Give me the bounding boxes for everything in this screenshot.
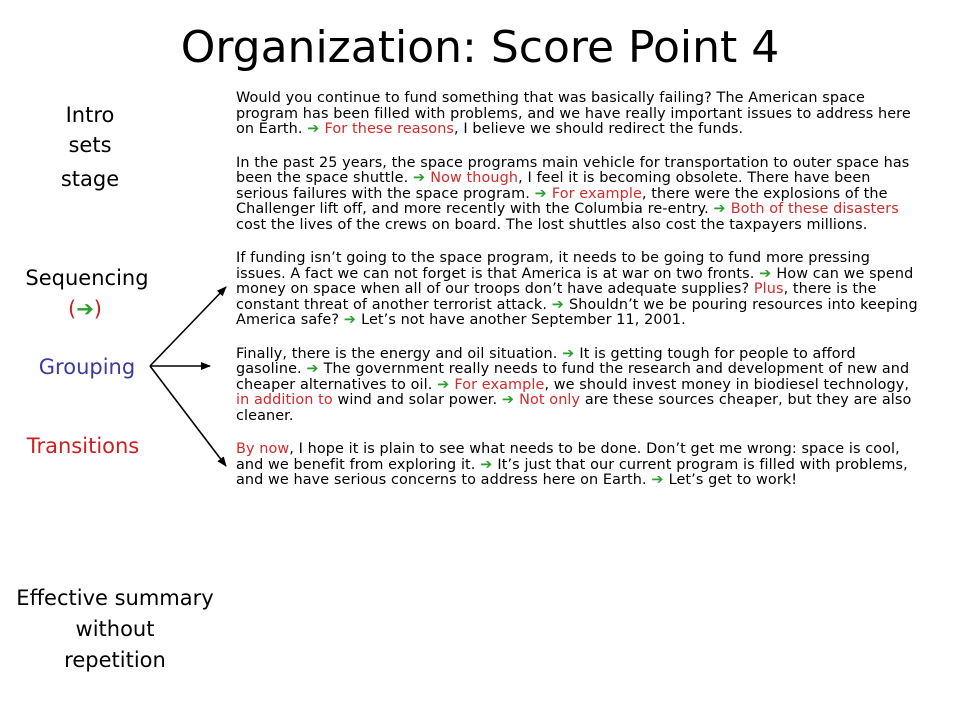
label-sequencing-paren-close: ) [93, 297, 102, 321]
essay-text: , there is the constant threat of another terrorist attack. [236, 281, 877, 313]
right-arrow-icon: ➔ [343, 312, 362, 328]
transition-phrase: Plus [753, 281, 784, 297]
right-arrow-icon: ➔ [480, 456, 498, 473]
essay-text: How can we spend money on space when all of our troops don’t have adequate supplies? [236, 265, 914, 297]
right-arrow-icon: ➔ [307, 121, 325, 137]
essay-text: , we should invest money in biodiesel technology, [544, 376, 910, 393]
transition-phrase: Now though [430, 170, 519, 186]
essay-text: Let’s not have another September 11, 2001. [361, 312, 686, 328]
transition-phrase: By now [236, 441, 290, 457]
essay-text: The government really needs to fund the research and development of new and cheaper alternatives to oil. [236, 361, 910, 393]
essay-text: cost the lives of the crews on board. The lost shuttles also cost the taxpayers millions. [236, 216, 868, 233]
essay-text: If funding isn’t going to the space program, it needs to be going to fund more pressing issues. A fact we can not forget is that America is at war on two fronts. [236, 250, 870, 282]
right-arrow-icon: ➔ [437, 376, 455, 393]
essay-paragraph [236, 156, 924, 234]
essay-text: Let’s get to work! [668, 472, 798, 488]
transition-phrase: For example [454, 376, 545, 393]
transition-phrase: Both of these disasters [730, 201, 899, 217]
label-intro-line3: stage [60, 167, 120, 191]
essay-paragraph [236, 442, 924, 489]
right-arrow-icon: ➔ [306, 361, 324, 377]
essay-paragraph [236, 251, 924, 329]
label-grouping: Grouping [38, 355, 136, 379]
right-arrow-icon: ➔ [412, 170, 431, 186]
label-sequencing-paren-open: ( [67, 297, 77, 321]
transition-phrase: in addition to [236, 392, 333, 408]
label-summary-line3: repetition [64, 648, 166, 672]
essay-text: Would you continue to fund something that was basically failing? The American space program has been filled with problems, and we have really important issues to address here on Earth. [236, 90, 911, 137]
essay-paragraph [236, 347, 924, 425]
right-arrow-icon: ➔ [651, 472, 669, 488]
label-intro-line1: Intro [65, 103, 115, 127]
essay-text: , I feel it is becoming obsolete. There have been serious failures with the space program. [236, 170, 871, 202]
slide-title: Organization: Score Point 4 [180, 22, 780, 73]
transition-phrase: Not only [519, 392, 581, 408]
label-intro-line2: sets [68, 133, 112, 157]
label-summary-line2: without [75, 617, 155, 641]
essay-text: are these sources cheaper, but they are also cleaner. [236, 392, 912, 424]
right-arrow-icon: ➔ [501, 392, 520, 408]
connector-arrow-lower [150, 366, 226, 466]
essay-text: Shouldn’t we be pouring resources into keeping America safe? [236, 296, 918, 328]
essay-text: , I hope it is plain to see what needs to be done. Don’t get me wrong: space is cool, and we benefit from exploring it. [236, 441, 900, 473]
essay-text: It’s just that our current program is filled with problems, and we have serious concerns to address here on Earth. [236, 456, 908, 488]
essay-body [236, 91, 924, 507]
right-arrow-icon: ➔ [713, 201, 731, 217]
essay-text: wind and solar power. [332, 392, 502, 408]
essay-text: In the past 25 years, the space programs main vehicle for transportation to outer space has been the space shuttle. [236, 154, 910, 186]
right-arrow-icon: ➔ [76, 297, 94, 321]
essay-text: It is getting tough for people to afford gasoline. [236, 345, 856, 377]
essay-text: , I believe we should redirect the funds. [454, 121, 744, 137]
right-arrow-icon: ➔ [534, 185, 552, 202]
right-arrow-icon: ➔ [759, 265, 777, 282]
label-transitions: Transitions [26, 434, 140, 458]
essay-paragraph [236, 91, 924, 138]
right-arrow-icon: ➔ [551, 296, 569, 313]
label-sequencing: Sequencing [25, 266, 149, 290]
right-arrow-icon: ➔ [562, 345, 580, 362]
essay-text: , there were the explosions of the Challenger lift off, and more recently with the Columbia re-entry. [236, 185, 888, 217]
transition-phrase: For example [551, 185, 642, 202]
connector-arrow-upper [150, 287, 226, 366]
transition-phrase: For these reasons [324, 121, 455, 137]
label-summary-line1: Effective summary [16, 586, 214, 610]
essay-text: Finally, there is the energy and oil situation. [236, 345, 563, 362]
